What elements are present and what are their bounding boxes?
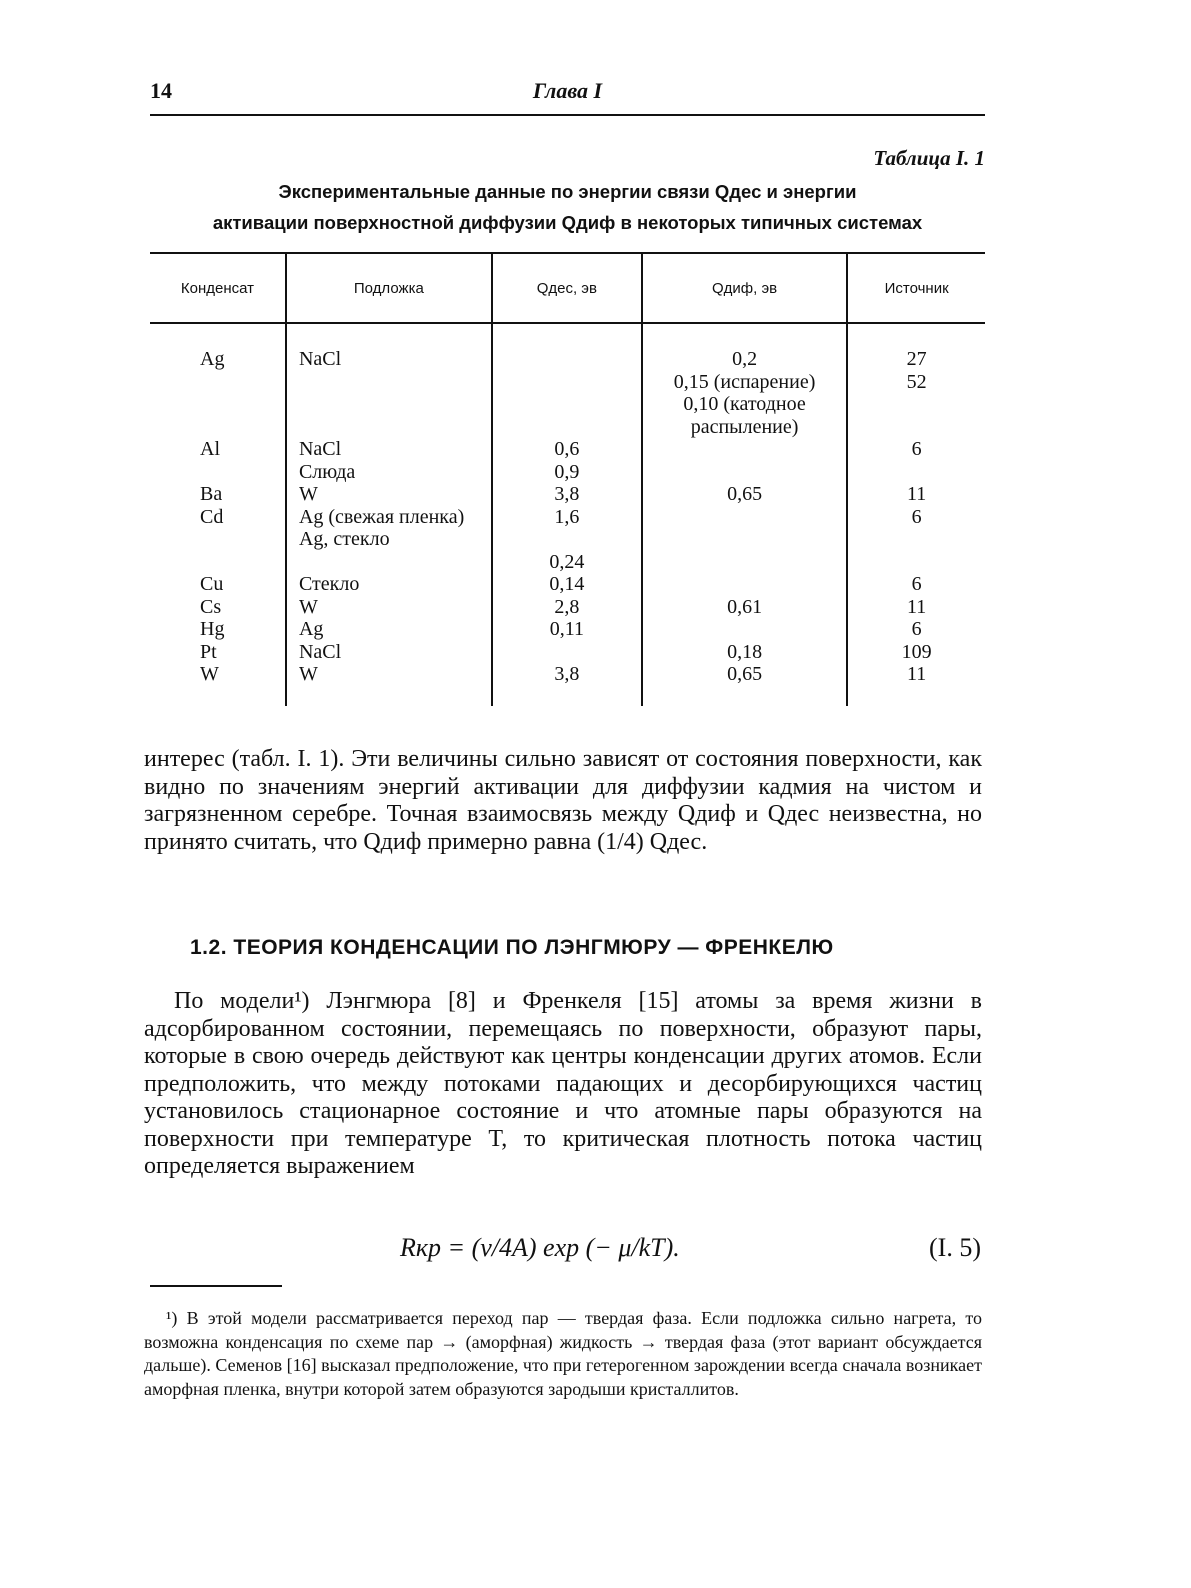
table-cell: 11 <box>847 663 985 706</box>
table-cell: W <box>286 596 492 619</box>
table-cell: Cu <box>200 573 224 595</box>
table-cell: 1,6 0,24 <box>492 506 642 574</box>
table-cell: Hg <box>200 618 225 640</box>
table-cell: 11 <box>847 483 985 506</box>
table-row <box>150 438 985 483</box>
energy-table <box>150 252 985 706</box>
table-cell: 0,14 <box>492 573 642 596</box>
table-caption <box>150 176 985 238</box>
table-cell <box>642 618 847 641</box>
table-cell: 6 <box>847 506 985 574</box>
table-cell: Cs <box>200 595 222 618</box>
table-cell: 6 <box>847 573 985 596</box>
table-cell: Pt <box>200 640 217 663</box>
table-cell <box>642 506 847 574</box>
table-cell: W <box>286 483 492 506</box>
table-cell: 0,65 <box>642 663 847 706</box>
formula-number: (I. 5) <box>929 1233 981 1262</box>
paragraph-2 <box>144 988 982 1181</box>
table-cell: 0,18 <box>642 641 847 664</box>
paragraph-1-text: интерес (табл. I. 1). Эти величины сильно зависят от состояния поверхности, как видно по значениям энергий активации для диффузии кадмия на чистом и загрязненном серебре. Точная взаимосвязь между Qдиф и Qдес неизвестна, но принято считать, что Qдиф примерно равна (1/4) Qдес. <box>144 746 982 855</box>
paragraph-2-text: По модели¹) Лэнгмюра [8] и Френкеля [15] атомы за время жизни в адсорбированном состоянии, перемещаясь по поверхности, образуют пары, которые в свою очередь действуют как центры конденсации других атомов. Если предположить, что между потоками падающих и десорбирующихся частиц установилось стационарное состояние и что атомные пары образуются на поверхности при температуре T, то критическая плотность потока частиц определяется выражением <box>144 988 982 1179</box>
table-cell: Al <box>200 438 220 460</box>
column-header: Qдиф, эв <box>642 253 847 323</box>
table-cell <box>642 573 847 596</box>
table-cell: 0,6 0,9 <box>492 438 642 483</box>
table-cell: 11 <box>847 596 985 619</box>
table-cell: Ag (свежая пленка) Ag, стекло <box>286 506 492 574</box>
table-cell: 2,8 <box>492 596 642 619</box>
table-cell <box>492 641 642 664</box>
table-cell: 6 <box>847 438 985 483</box>
paragraph-1 <box>144 746 982 856</box>
column-header: Подложка <box>286 253 492 323</box>
table-row <box>150 618 985 641</box>
table-cell: 0,2 0,15 (испарение) 0,10 (катодное распыление) <box>642 323 847 438</box>
table-cell: NaCl Слюда <box>286 438 492 483</box>
table-label: Таблица I. 1 <box>873 146 985 170</box>
table-cell: W <box>286 663 492 706</box>
table-row <box>150 663 985 706</box>
table-row <box>150 573 985 596</box>
table-cell: Ag <box>286 618 492 641</box>
column-header: Qдес, эв <box>492 253 642 323</box>
formula: Rкр = (ν/4A) exp (− μ/kT). <box>400 1233 680 1262</box>
footnote-text: ¹) В этой модели рассматривается переход пар — твердая фаза. Если подложка сильно нагрета, то возможна конденсация по схеме пар → (аморфная) жидкость → твердая фаза (этот вариант обсуждается дальше). Семенов [16] высказал предположение, что при гетерогенном зарождении всегда сначала возникает аморфная пленка, внутри которой затем образуются зародыши кристаллитов. <box>144 1308 982 1399</box>
table-caption-line-2: активации поверхностной диффузии Qдиф в некоторых типичных системах <box>212 212 923 233</box>
table-cell: 0,61 <box>642 596 847 619</box>
column-header: Источник <box>847 253 985 323</box>
table-cell: NaCl <box>286 323 492 438</box>
table-body <box>150 323 985 706</box>
footnote <box>144 1307 982 1401</box>
table-cell: 0,65 <box>642 483 847 506</box>
table-cell: Ba <box>200 483 223 505</box>
table-cell <box>492 323 642 438</box>
section-title: 1.2. ТЕОРИЯ КОНДЕНСАЦИИ ПО ЛЭНГМЮРУ — ФРЕНКЕЛЮ <box>190 936 834 959</box>
page-number: 14 <box>150 78 172 103</box>
column-header: Конденсат <box>150 253 286 323</box>
table-cell: Стекло <box>286 573 492 596</box>
table-row <box>150 641 985 664</box>
table-caption-line-1: Экспериментальные данные по энергии связи Qдес и энергии <box>278 181 857 202</box>
page-header <box>150 78 985 116</box>
table-header-row <box>150 253 985 323</box>
table-cell: 27 52 <box>847 323 985 438</box>
table-row <box>150 596 985 619</box>
table-row <box>150 506 985 574</box>
table-cell: 6 <box>847 618 985 641</box>
table-cell: Cd <box>200 505 224 528</box>
table-cell: 0,11 <box>492 618 642 641</box>
table-cell: 3,8 <box>492 663 642 706</box>
table-cell: 109 <box>847 641 985 664</box>
table-cell: NaCl <box>286 641 492 664</box>
table-cell: 3,8 <box>492 483 642 506</box>
table-cell: Ag <box>200 348 225 370</box>
table-cell <box>642 438 847 483</box>
table-row <box>150 483 985 506</box>
table-cell: W <box>200 663 219 685</box>
table-row <box>150 323 985 438</box>
footnote-divider <box>150 1285 282 1287</box>
chapter-title: Глава I <box>532 78 603 103</box>
